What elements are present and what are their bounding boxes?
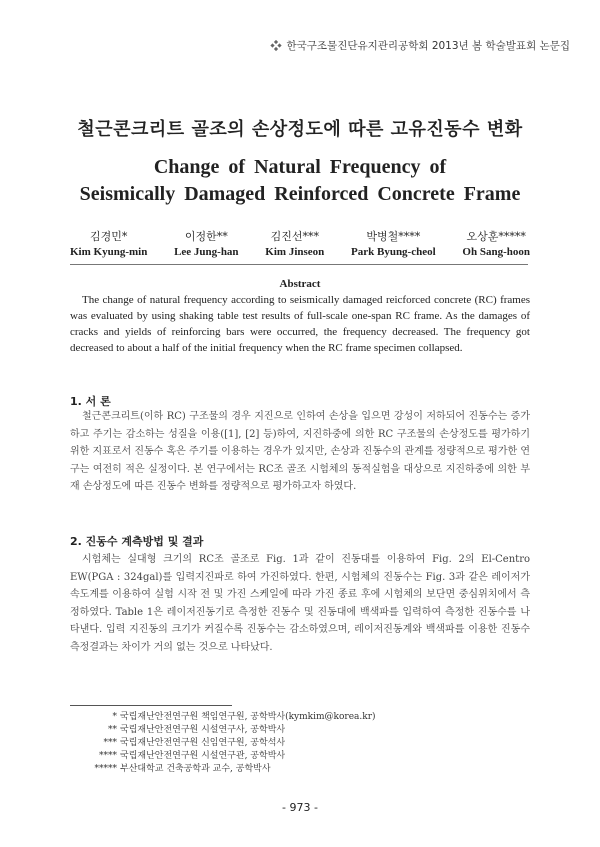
author-name-korean: 오상훈***** [466,230,526,243]
footnote-mark: ***** [94,764,117,774]
author-name-english: Kim Kyung-min [70,246,148,258]
footnotes [70,711,530,776]
section-heading-introduction: 1. 서 론 [70,395,111,408]
footnote [70,724,530,737]
abstract-text: The change of natural frequency according to seismically damaged reicforced concrete (RC) frames was evaluated by using shaking table test results of full-scale one-span RC frame. As the damages of cracks and yields of reinforcing bars were occurred, the frequency decreased. The frequency got decreased to about a half of the initial frequency when the RC frame specimen collapsed. [70,294,530,354]
author [462,228,530,258]
author [70,228,147,258]
header-text: 한국구조물진단유지관리공학회 2013년 봄 학술발표회 논문집 [286,40,570,52]
author-name-korean: 박병철**** [366,230,421,243]
footnote-text: 부산대학교 건축공학과 교수, 공학박사 [120,764,271,774]
footnote [70,711,530,724]
footnote-mark: *** [103,738,117,748]
author-name-korean: 이정한** [184,230,228,243]
author [174,228,239,258]
section-heading-methods: 2. 진동수 계측방법 및 결과 [70,535,204,548]
footnote-mark: **** [99,751,117,761]
english-title-line2: Seismically Damaged Reinforced Concrete Frame [79,183,521,205]
running-header [270,38,570,53]
footnote-text: 국립재난안전연구원 책임연구원, 공학박사(kymkim@korea.kr) [120,712,376,722]
author-name-english: Park Byung-cheol [351,246,436,258]
footnote-divider [70,705,232,706]
author-name-english: Oh Sang-hoon [462,246,530,258]
author-name-korean: 김경민* [89,230,128,243]
footnote-text: 국립재난안전연구원 신임연구원, 공학석사 [120,738,286,748]
footnote [70,750,530,763]
section-body-methods: 시험체는 실대형 크기의 RC조 골조로 Fig. 1과 같이 진동대를 이용하여 Fig. 2의 El-Centro EW(PGA : 324gal)를 입력지진파로 하여 가진하였다. 한편, 시험체의 진동수는 Fig. 3과 같은 레이저가속도계를 이용하여 실험 시작 전 및 가진 스케일에 따라 가진 종료 후에 시험체의 보단면 중심위치에서 측정하였다. Table 1은 레이저진동기로 측정한 진동수 및 진동대에 백색파를 입력하여 측정한 진동수를 나타낸다. 입력 지진동의 크기가 커질수록 진동수는 감소하였으며, 레이저진동계와 백색파를 이용한 진동수 측정결과는 차이가 거의 없는 것으로 나타났다. [70,554,530,653]
section-body-introduction: 철근콘크리트(이하 RC) 구조물의 경우 지진으로 인하여 손상을 입으면 강성이 저하되어 진동수는 증가하고 주기는 감소하는 성질을 이용([1], [2] 등)하여, 지진하중에 의한 RC 구조물의 손상정도를 평가하기 위한 지표로서 진동수 혹은 주기를 이용하는 경우가 있지만, 손상과 진동수의 관계를 정량적으로 평가한 연구는 여전히 적은 실정이다. 본 연구에서는 RC조 골조 시험체의 동적실험을 대상으로 지진하중에 의한 부재 손상정도에 따른 진동수 변화를 정량적으로 평가하고자 하였다. [70,411,530,492]
author-list [70,228,530,258]
footnote-text: 국립재난안전연구원 시설연구관, 공학박사 [120,751,286,761]
author [351,228,436,258]
diamond-cluster-icon [270,40,282,52]
footnote-mark: ** [108,725,117,735]
divider [70,264,528,265]
author-name-korean: 김진선*** [270,230,319,243]
korean-title: 철근콘크리트 골조의 손상정도에 따른 고유진동수 변화 [77,119,523,140]
footnote-text: 국립재난안전연구원 시설연구사, 공학박사 [120,725,286,735]
english-title-line1: Change of Natural Frequency of [153,156,447,178]
footnote [70,763,530,776]
abstract-heading: Abstract [279,278,321,290]
footnote [70,737,530,750]
author [265,228,324,258]
english-title [0,154,600,208]
footnote-mark: * [112,712,117,722]
page-number: - 973 - [282,801,318,814]
author-name-english: Kim Jinseon [265,246,325,258]
author-name-english: Lee Jung-han [174,246,239,258]
